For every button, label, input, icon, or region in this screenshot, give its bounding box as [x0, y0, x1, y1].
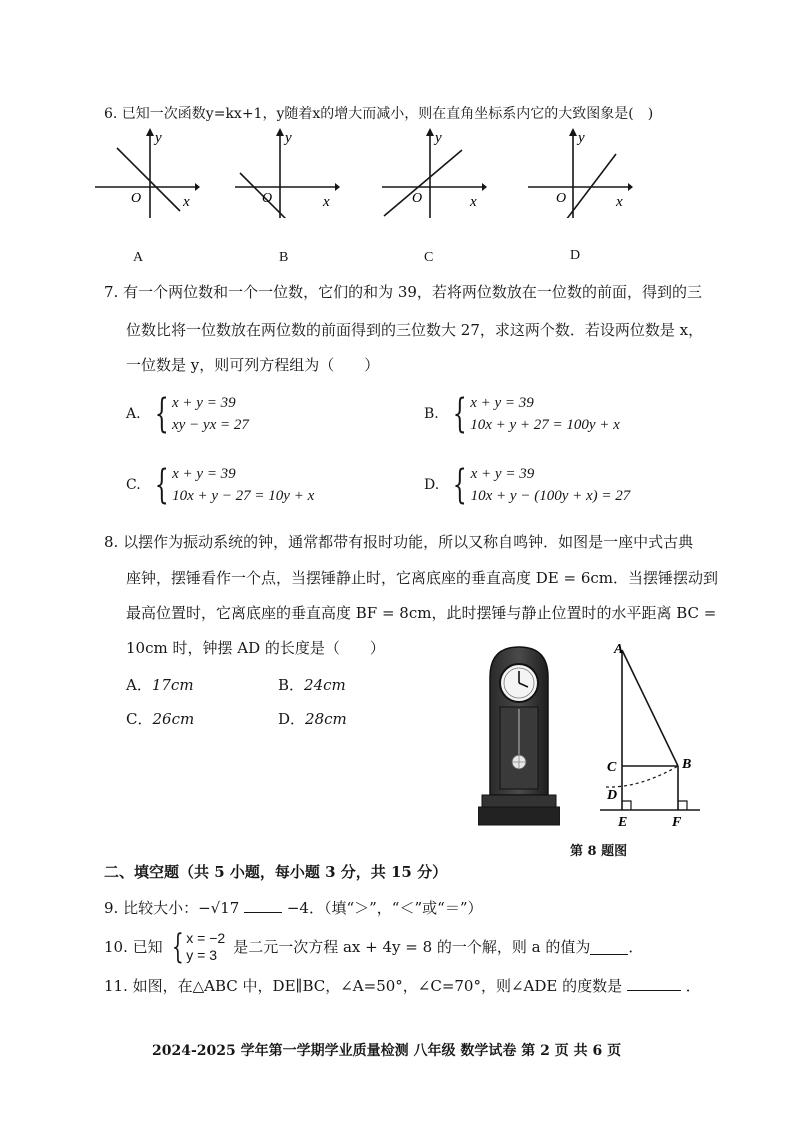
svg-text:x: x: [616, 194, 623, 210]
point-d: D: [607, 788, 618, 803]
q8-figure-caption: 第 8 题图: [570, 844, 628, 859]
brace-glyph: {: [154, 391, 169, 437]
q11-answer-blank[interactable]: [627, 976, 681, 991]
svg-text:O: O: [412, 191, 423, 206]
q6-option-a: A: [133, 250, 144, 265]
q7-option-d[interactable]: D. { x + y = 39 10x + y − (100y + x) = 27: [424, 462, 631, 508]
svg-text:x: x: [323, 194, 330, 210]
q7-line1: 7. 有一个两位数和一个一位数，它们的和为 39，若将两位数放在一位数的前面，得到的三: [104, 283, 702, 301]
q10-answer-blank[interactable]: [590, 940, 628, 955]
q8-option-a[interactable]: A．17cm: [126, 676, 194, 694]
q6-graph-a: [95, 128, 200, 218]
q6-option-b: B: [279, 250, 289, 265]
q11: 11. 如图，在△ABC 中，DE∥BC，∠A=50°，∠C=70°，则∠ADE 的度数是 ．: [104, 977, 701, 995]
q6-graph-d: [528, 128, 633, 218]
q8-option-c[interactable]: C．26cm: [126, 710, 195, 728]
q7-line2: 位数比将一位数放在两位数的前面得到的三位数大 27，求这两个数．若设两位数是 x，: [126, 321, 704, 339]
svg-text:y: y: [435, 130, 442, 146]
q9: 9. 比较大小：−√17 −4．（填“＞”，“＜”或“＝”）: [104, 899, 483, 917]
clock-illustration: [478, 645, 560, 830]
point-f: F: [672, 815, 682, 830]
point-b: B: [682, 757, 692, 772]
q9-answer-blank[interactable]: [244, 898, 282, 913]
point-e: E: [618, 815, 628, 830]
q6a-y-label: y: [155, 130, 162, 146]
q6-graph-c: [382, 128, 487, 218]
svg-text:O: O: [556, 191, 567, 206]
page-footer: 2024-2025 学年第一学期学业质量检测 八年级 数学试卷 第 2 页 共 6 页: [152, 1043, 622, 1059]
q7-option-b[interactable]: B. { x + y = 39 10x + y + 27 = 100y + x: [424, 391, 620, 437]
q8-line2: 座钟，摆锤看作一个点，当摆锤静止时，它离底座的垂直高度 DE = 6cm．当摆锤摆动到: [126, 569, 719, 587]
q7-option-c[interactable]: C. { x + y = 39 10x + y − 27 = 10y + x: [126, 462, 315, 508]
q8-geometry-figure: [600, 640, 710, 830]
q6-graph-b: [235, 128, 340, 218]
svg-text:x: x: [470, 194, 477, 210]
q8-option-b[interactable]: B．24cm: [278, 676, 346, 694]
q7-line3: 一位数是 y，则可列方程组为（ ）: [126, 356, 380, 374]
q8-line1: 8. 以摆作为振动系统的钟，通常都带有报时功能，所以又称自鸣钟．如图是一座中式古典: [104, 533, 694, 551]
q8-line3: 最高位置时，它离底座的垂直高度 BF = 8cm，此时摆锤与静止位置时的水平距离 BC =: [126, 604, 717, 622]
svg-text:y: y: [285, 130, 292, 146]
q6a-origin: O: [131, 191, 142, 206]
q6-option-c: C: [424, 250, 434, 265]
q6-option-d: D: [570, 248, 581, 263]
q8-line4: 10cm 时，钟摆 AD 的长度是（ ）: [126, 639, 385, 657]
svg-text:O: O: [262, 191, 273, 206]
q6a-x-label: x: [183, 194, 190, 210]
svg-text:y: y: [578, 130, 585, 146]
q10: 10. 已知 { x = −2 y = 3 是二元一次方程 ax + 4y = 8 的一个解，则 a 的值为 ．: [104, 927, 644, 967]
section2-title: 二、填空题（共 5 小题，每小题 3 分，共 15 分）: [104, 863, 448, 881]
q8-option-d[interactable]: D．28cm: [278, 710, 347, 728]
q6-stem: 6. 已知一次函数y=kx+1，y随着x的增大而减小，则在直角坐标系内它的大致图象是( ): [104, 106, 654, 122]
q7-option-a[interactable]: A. { x + y = 39 xy − yx = 27: [126, 391, 249, 437]
point-c: C: [607, 760, 617, 775]
point-a: A: [614, 642, 624, 657]
